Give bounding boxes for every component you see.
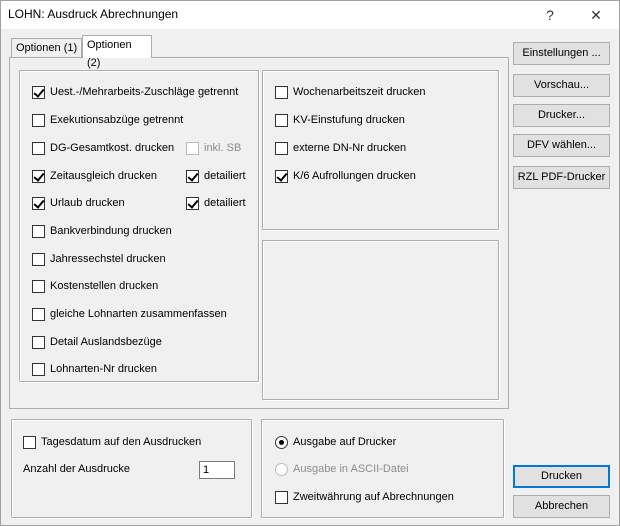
- right-option-checkbox[interactable]: [275, 112, 405, 128]
- checkbox-label: externe DN-Nr drucken: [293, 142, 407, 154]
- drucken-button[interactable]: Drucken: [513, 465, 610, 488]
- checkbox-box[interactable]: [32, 170, 45, 183]
- drucker-button[interactable]: Drucker...: [513, 104, 610, 127]
- checkbox-box[interactable]: [275, 170, 288, 183]
- checkbox-box[interactable]: [186, 142, 199, 155]
- checkbox-box[interactable]: [275, 114, 288, 127]
- vorschau-button[interactable]: Vorschau...: [513, 74, 610, 97]
- sub-option-checkbox[interactable]: [186, 140, 241, 156]
- checkbox-box[interactable]: [32, 197, 45, 210]
- tab-optionen-1[interactable]: Optionen (1): [11, 38, 82, 58]
- rzl-pdf-button[interactable]: RZL PDF-Drucker: [513, 166, 610, 189]
- checkbox-box[interactable]: [275, 86, 288, 99]
- checkbox-label: K/6 Aufrollungen drucken: [293, 170, 416, 182]
- checkbox-box[interactable]: [32, 336, 45, 349]
- left-option-checkbox[interactable]: [32, 168, 157, 184]
- radio-ausgabe-drucker[interactable]: Ausgabe auf Drucker: [275, 434, 396, 450]
- checkbox-label: Urlaub drucken: [50, 197, 125, 209]
- left-option-checkbox[interactable]: [32, 140, 174, 156]
- checkbox-box[interactable]: [32, 114, 45, 127]
- left-option-checkbox[interactable]: [32, 223, 172, 239]
- left-option-checkbox[interactable]: [32, 278, 158, 294]
- einstellungen-button[interactable]: Einstellungen ...: [513, 42, 610, 65]
- checkbox-box[interactable]: [186, 197, 199, 210]
- checkbox-box[interactable]: [32, 363, 45, 376]
- checkbox-box[interactable]: [32, 86, 45, 99]
- checkbox-box[interactable]: [32, 280, 45, 293]
- checkbox-label: Kostenstellen drucken: [50, 280, 159, 292]
- radio-ausgabe-ascii[interactable]: Ausgabe in ASCII-Datei: [275, 461, 409, 477]
- checkbox-label: Jahressechstel drucken: [50, 253, 166, 265]
- checkbox-label: detailiert: [204, 170, 246, 182]
- checkbox-box[interactable]: [32, 253, 45, 266]
- checkbox-label: Zeitausgleich drucken: [50, 170, 158, 182]
- radio-dot[interactable]: [275, 463, 288, 476]
- left-option-checkbox[interactable]: [32, 334, 162, 350]
- right-option-checkbox[interactable]: [275, 140, 406, 156]
- help-icon[interactable]: ?: [546, 7, 554, 23]
- left-option-checkbox[interactable]: [32, 361, 157, 377]
- checkbox-box[interactable]: [23, 436, 36, 449]
- radio-dot[interactable]: [275, 436, 288, 449]
- abbrechen-button[interactable]: Abbrechen: [513, 495, 610, 518]
- checkbox-label: DG-Gesamtkost. drucken: [50, 142, 175, 154]
- zweitwaehrung-checkbox[interactable]: Zweitwährung auf Abrechnungen: [275, 489, 454, 505]
- left-option-checkbox[interactable]: [32, 84, 238, 100]
- left-option-checkbox[interactable]: [32, 251, 166, 267]
- checkbox-box[interactable]: [186, 170, 199, 183]
- window-title: LOHN: Ausdruck Abrechnungen: [8, 7, 179, 21]
- checkbox-label: gleiche Lohnarten zusammenfassen: [50, 308, 227, 320]
- checkbox-label: detailiert: [204, 197, 246, 209]
- tab-optionen-2[interactable]: Optionen (2): [82, 35, 152, 58]
- checkbox-box[interactable]: [275, 142, 288, 155]
- checkbox-box[interactable]: [32, 308, 45, 321]
- left-option-checkbox[interactable]: [32, 112, 183, 128]
- checkbox-label: Uest.-/Mehrarbeits-Zuschläge getrennt: [50, 86, 239, 98]
- checkbox-box[interactable]: [32, 142, 45, 155]
- checkbox-box[interactable]: [275, 491, 288, 504]
- anzahl-input[interactable]: 1: [199, 461, 235, 479]
- checkbox-label: inkl. SB: [204, 142, 242, 154]
- checkbox-label: Bankverbindung drucken: [50, 225, 172, 237]
- right-option-checkbox[interactable]: [275, 168, 416, 184]
- checkbox-label: Detail Auslandsbezüge: [50, 336, 162, 348]
- sub-option-checkbox[interactable]: [186, 195, 246, 211]
- anzahl-label: Anzahl der Ausdrucke: [23, 463, 131, 475]
- title-bar: [1, 1, 619, 29]
- checkbox-label: KV-Einstufung drucken: [293, 114, 405, 126]
- close-icon[interactable]: ✕: [590, 7, 602, 23]
- dfv-button[interactable]: DFV wählen...: [513, 134, 610, 157]
- left-option-checkbox[interactable]: [32, 195, 125, 211]
- checkbox-label: Lohnarten-Nr drucken: [50, 363, 158, 375]
- tagesdatum-checkbox[interactable]: Tagesdatum auf den Ausdrucken: [23, 434, 201, 450]
- empty-group: [262, 240, 499, 400]
- checkbox-label: Wochenarbeitszeit drucken: [293, 86, 426, 98]
- checkbox-box[interactable]: [32, 225, 45, 238]
- checkbox-label: Exekutionsabzüge getrennt: [50, 114, 184, 126]
- left-option-checkbox[interactable]: [32, 306, 227, 322]
- right-option-checkbox[interactable]: [275, 84, 425, 100]
- sub-option-checkbox[interactable]: [186, 168, 246, 184]
